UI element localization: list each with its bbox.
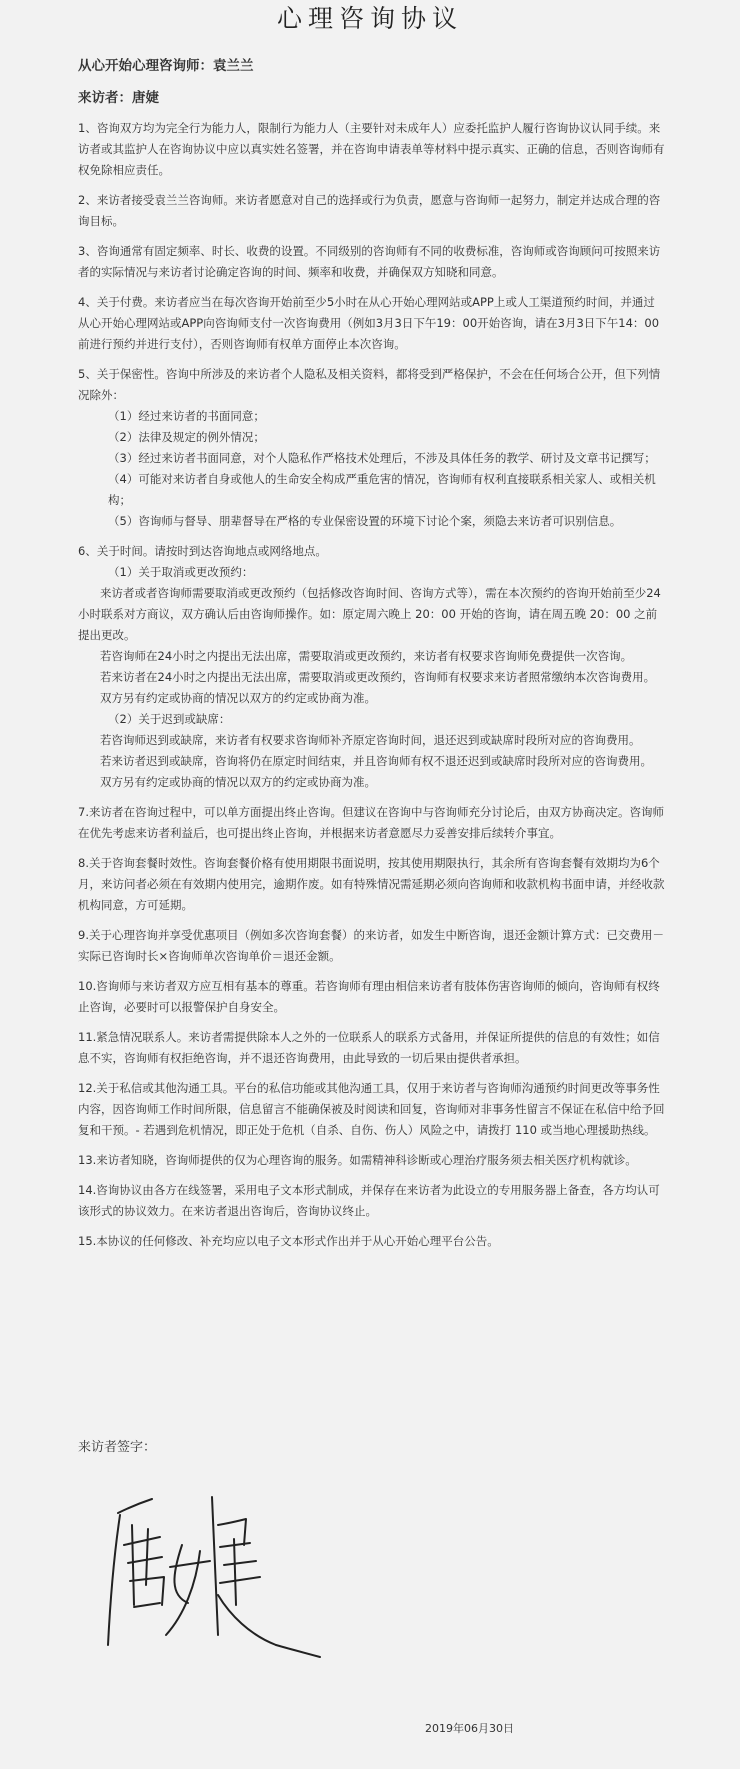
clause-5: 5、关于保密性。咨询中所涉及的来访者个人隐私及相关资料，都将受到严格保护，不会在任何场合公开，但下列情况除外：	[78, 367, 661, 402]
clause-5-item: （3）经过来访者书面同意，对个人隐私作严格技术处理后，不涉及具体任务的教学、研讨及文章书记撰写；	[108, 451, 656, 465]
visitor-line: 来访者：唐婕	[78, 90, 159, 106]
clause-3: 3、咨询通常有固定频率、时长、收费的设置。不同级别的咨询师有不同的收费标准，咨询师或咨询顾问可按照来访者的实际情况与来访者讨论确定咨询的时间、频率和收费，并确保双方知晓和同意。	[78, 244, 661, 279]
clause-6-text: 若来访者迟到或缺席，咨询将仍在原定时间结束，并且咨询师有权不退还迟到或缺席时段所对应的咨询费用。	[100, 754, 652, 768]
clause-6: 6、关于时间。请按时到达咨询地点或网络地点。	[78, 544, 327, 558]
clause-8: 8.关于咨询套餐时效性。咨询套餐价格有使用期限书面说明，按其使用期限执行，其余所有咨询套餐有效期均为6个月，来访问者必须在有效期内使用完，逾期作废。如有特殊情况需延期必须向咨询师和收款机构书面申请，并经收款机构同意，方可延期。	[78, 856, 665, 912]
clause-11: 11.紧急情况联系人。来访者需提供除本人之外的一位联系人的联系方式备用，并保证所提供的信息的有效性；如信息不实，咨询师有权拒绝咨询，并不退还咨询费用，由此导致的一切后果由提供者承担。	[78, 1030, 660, 1065]
counselor-line: 从心开始心理咨询师：袁兰兰	[78, 58, 254, 74]
clause-6-text: 双方另有约定或协商的情况以双方的约定或协商为准。	[100, 691, 376, 705]
clause-2: 2、来访者接受袁兰兰咨询师。来访者愿意对自己的选择或行为负责，愿意与咨询师一起努力，制定并达成合理的咨询目标。	[78, 193, 661, 228]
agreement-body	[78, 118, 666, 1261]
clause-9: 9.关于心理咨询并享受优惠项目（例如多次咨询套餐）的来访者，如发生中断咨询，退还金额计算方式：已交费用－实际已咨询时长×咨询师单次咨询单价＝退还金额。	[78, 928, 664, 963]
clause-6-text: 若咨询师在24小时之内提出无法出席，需要取消或更改预约，来访者有权要求咨询师免费提供一次咨询。	[100, 649, 633, 663]
clause-5-item: （4）可能对来访者自身或他人的生命安全构成严重危害的情况，咨询师有权利直接联系相关家人、或相关机构；	[108, 472, 656, 507]
clause-6-subheading: （2）关于迟到或缺席：	[108, 712, 231, 726]
clause-10: 10.咨询师与来访者双方应互相有基本的尊重。若咨询师有理由相信来访者有肢体伤害咨询师的倾向，咨询师有权终止咨询，必要时可以报警保护自身安全。	[78, 979, 660, 1014]
clause-6-text: 若来访者在24小时之内提出无法出席，需要取消或更改预约，咨询师有权要求来访者照常缴纳本次咨询费用。	[100, 670, 656, 684]
clause-5-item: （5）咨询师与督导、朋辈督导在严格的专业保密设置的环境下讨论个案，须隐去来访者可识别信息。	[108, 514, 622, 528]
clause-13: 13.来访者知晓，咨询师提供的仅为心理咨询的服务。如需精神科诊断或心理治疗服务须去相关医疗机构就诊。	[78, 1153, 637, 1167]
clause-12: 12.关于私信或其他沟通工具。平台的私信功能或其他沟通工具，仅用于来访者与咨询师沟通预约时间更改等事务性内容，因咨询师工作时间所限，信息留言不能确保被及时阅读和回复，咨询师对非事务性留言不保证在私信中给予回复和干预。- 若遇到危机情况，即正处于危机（自杀、自伤、伤人）风险之中，请拨打 110 或当地心理援助热线。	[78, 1081, 665, 1137]
clause-7: 7.来访者在咨询过程中，可以单方面提出终止咨询。但建议在咨询中与咨询师充分讨论后，由双方协商决定。咨询师在优先考虑来访者利益后，也可提出终止咨询，并根据来访者意愿尽力妥善安排后续转介事宜。	[78, 805, 664, 840]
clause-6-subheading: （1）关于取消或更改预约：	[108, 565, 254, 579]
clause-4: 4、关于付费。来访者应当在每次咨询开始前至少5小时在从心开始心理网站或APP上或人工渠道预约时间，并通过从心开始心理网站或APP向咨询师支付一次咨询费用（例如3月3日下午19：00开始咨询，请在3月3日下午14：00前进行预约并进行支付），否则咨询师有权单方面停止本次咨询。	[78, 295, 660, 351]
clause-1: 1、咨询双方均为完全行为能力人，限制行为能力人（主要针对未成年人）应委托监护人履行咨询协议认同手续。来访者或其监护人在咨询协议中应以真实姓名签署，并在咨询申请表单等材料中提示真实、正确的信息，否则咨询师有权免除相应责任。	[78, 121, 665, 177]
page-title: 心理咨询协议	[276, 4, 463, 33]
clause-6-text: 来访者或者咨询师需要取消或更改预约（包括修改咨询时间、咨询方式等），需在本次预约的咨询开始前至少24小时联系对方商议，双方确认后由咨询师操作。如：原定周六晚上 20：00 开始的咨询，请在周五晚 20：00 之前提出更改。	[78, 586, 661, 642]
clause-6-text: 若咨询师迟到或缺席，来访者有权要求咨询师补齐原定咨询时间，退还迟到或缺席时段所对应的咨询费用。	[100, 733, 641, 747]
clause-6-text: 双方另有约定或协商的情况以双方的约定或协商为准。	[100, 775, 376, 789]
signature-date: 2019年06月30日	[425, 1722, 514, 1735]
handwritten-signature	[100, 1485, 340, 1665]
clause-15: 15.本协议的任何修改、补充均应以电子文本形式作出并于从心开始心理平台公告。	[78, 1234, 499, 1248]
signature-label: 来访者签字：	[78, 1440, 157, 1455]
clause-14: 14.咨询协议由各方在线签署，采用电子文本形式制成，并保存在来访者为此设立的专用服务器上备查，各方均认可该形式的协议效力。在来访者退出咨询后，咨询协议终止。	[78, 1183, 660, 1218]
clause-5-item: （2）法律及规定的例外情况；	[108, 430, 265, 444]
clause-5-item: （1）经过来访者的书面同意；	[108, 409, 265, 423]
